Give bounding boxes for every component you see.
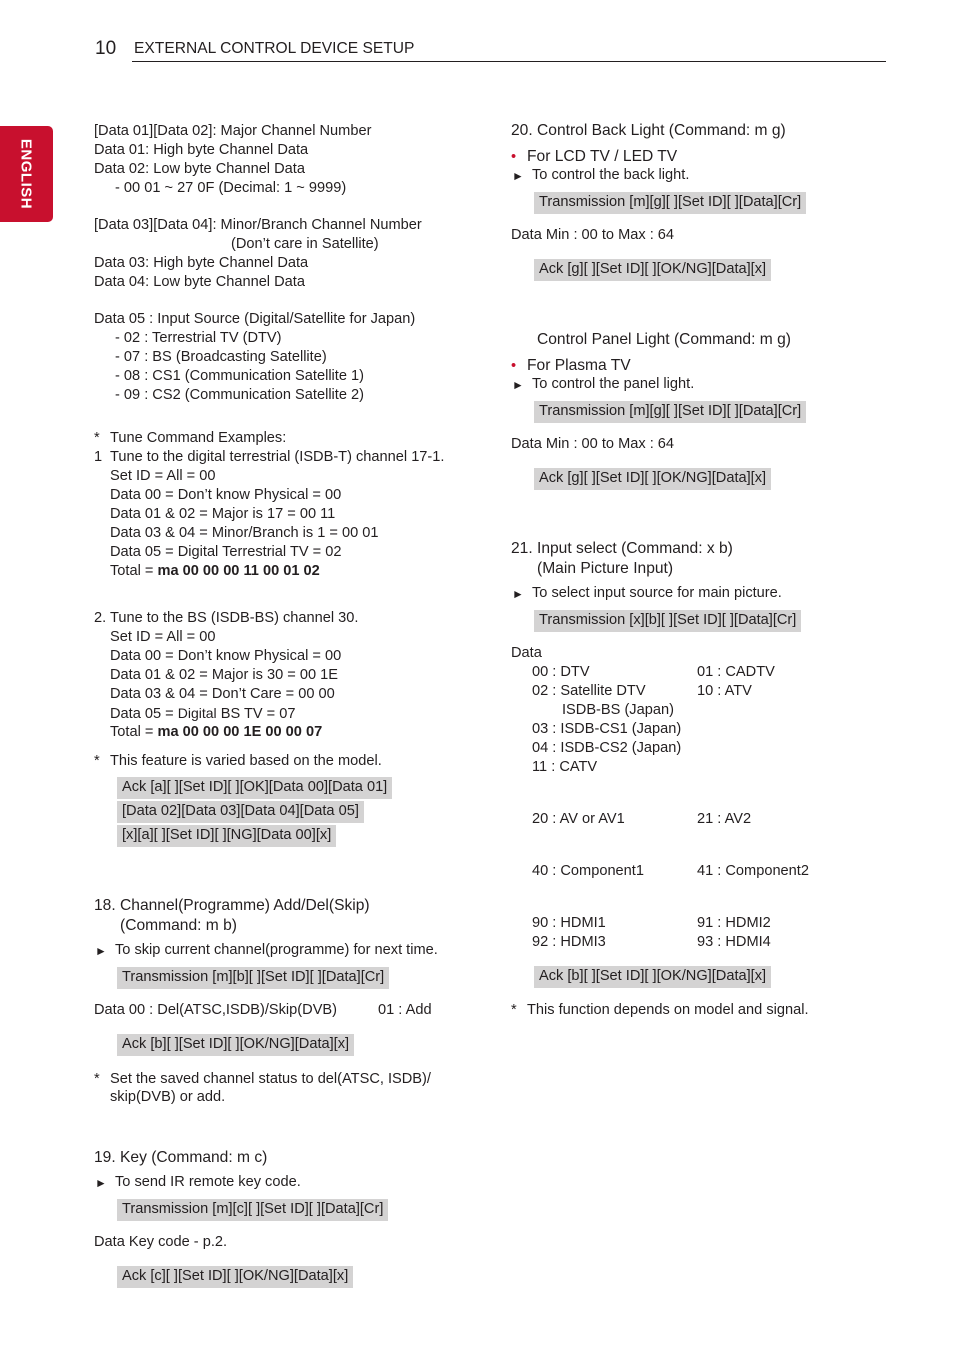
text-line: This function depends on model and signal.: [527, 1002, 809, 1018]
text-part: Data 05 =: [110, 706, 178, 722]
input-code: 20 : AV or AV1: [532, 811, 625, 827]
text-line: Data 01 & 02 = Major is 17 = 00 11: [110, 506, 336, 522]
input-code: 02 : Satellite DTV: [532, 683, 646, 699]
total-label: Total =: [110, 563, 158, 579]
text-line: - 00 01 ~ 27 0F (Decimal: 1 ~ 9999): [115, 180, 347, 196]
ack-code-box: Ack [g][ ][Set ID][ ][OK/NG][Data][x]: [534, 259, 771, 281]
input-code: 40 : Component1: [532, 863, 644, 879]
ack-code-box: [x][a][ ][Set ID][ ][NG][Data 00][x]: [117, 825, 336, 847]
text-line: Data 01 & 02 = Major is 30 = 00 1E: [110, 667, 338, 683]
text-line: For LCD TV / LED TV: [527, 148, 678, 165]
bullet-icon: •: [511, 358, 517, 374]
text-line: Set ID = All = 00: [110, 629, 216, 645]
input-code: 90 : HDMI1: [532, 915, 606, 931]
text-line: skip(DVB) or add.: [110, 1089, 226, 1105]
text-line: [Data 03][Data 04]: Minor/Branch Channel Number: [94, 217, 422, 233]
text-line: Data 00 = Don’t know Physical = 00: [110, 487, 342, 503]
input-code: 00 : DTV: [532, 664, 590, 680]
input-code: 21 : AV2: [697, 811, 752, 827]
text-line: Data Min : 00 to Max : 64: [511, 227, 675, 243]
text-line: [Data 01][Data 02]: Major Channel Number: [94, 123, 372, 139]
section-title: EXTERNAL CONTROL DEVICE SETUP: [134, 40, 415, 57]
transmission-code-box: Transmission [x][b][ ][Set ID][ ][Data][Cr]: [534, 610, 801, 632]
transmission-code-box: Transmission [m][g][ ][Set ID][ ][Data][Cr]: [534, 401, 806, 423]
arrow-icon: ►: [512, 169, 524, 183]
transmission-code-box: Transmission [m][g][ ][Set ID][ ][Data][Cr]: [534, 192, 806, 214]
text-line: To skip current channel(programme) for next time.: [115, 942, 438, 958]
arrow-icon: ►: [512, 378, 524, 392]
input-code: 11 : CATV: [532, 759, 598, 775]
bullet-icon: •: [511, 149, 517, 165]
ack-code-box: Ack [b][ ][Set ID][ ][OK/NG][Data][x]: [117, 1034, 354, 1056]
text-line: To control the panel light.: [532, 376, 695, 392]
language-tab-label: ENGLISH: [17, 138, 35, 210]
text-line: Data 01: High byte Channel Data: [94, 142, 309, 158]
text-line: Data 00 = Don’t know Physical = 00: [110, 648, 342, 664]
section-heading: (Command: m b): [120, 917, 237, 934]
arrow-icon: ►: [95, 1176, 107, 1190]
text-line: Data 05 : Input Source (Digital/Satellite for Japan): [94, 311, 416, 327]
text-line: To control the back light.: [532, 167, 690, 183]
section-heading: Control Panel Light (Command: m g): [537, 331, 791, 348]
text-line: 2. Tune to the BS (ISDB-BS) channel 30.: [94, 610, 359, 626]
text-line: Data: [511, 645, 542, 661]
input-code: 04 : ISDB-CS2 (Japan): [532, 740, 682, 756]
section-heading: 18. Channel(Programme) Add/Del(Skip): [94, 897, 370, 914]
transmission-code-box: Transmission [m][c][ ][Set ID][ ][Data][Cr]: [117, 1199, 388, 1221]
note-mark: *: [94, 430, 100, 446]
total-label: Total =: [110, 724, 158, 740]
ack-code-box: Ack [c][ ][Set ID][ ][OK/NG][Data][x]: [117, 1266, 353, 1288]
text-line: For Plasma TV: [527, 357, 631, 374]
arrow-icon: ►: [512, 587, 524, 601]
text-line: This feature is varied based on the model.: [110, 753, 382, 769]
total-line: [110, 562, 320, 581]
input-code: 41 : Component2: [697, 863, 809, 879]
section-heading: (Main Picture Input): [537, 560, 674, 577]
text-line: Data Min : 00 to Max : 64: [511, 436, 675, 452]
text-line: - 09 : CS2 (Communication Satellite 2): [115, 387, 365, 403]
text-line: - 02 : Terrestrial TV (DTV): [115, 330, 282, 346]
section-heading: 21. Input select (Command: x b): [511, 540, 733, 557]
ack-code-box: Ack [b][ ][Set ID][ ][OK/NG][Data][x]: [534, 966, 771, 988]
ack-code-box: Ack [a][ ][Set ID][ ][OK][Data 00][Data 01]: [117, 777, 392, 799]
language-tab: [0, 126, 53, 222]
text-line: [110, 704, 295, 724]
total-line: [110, 723, 322, 742]
text-line: Data 00 : Del(ATSC,ISDB)/Skip(DVB): [94, 1002, 338, 1018]
text-line: To select input source for main picture.: [532, 585, 782, 601]
text-line: 01 : Add: [378, 1002, 432, 1018]
text-line: Data 02: Low byte Channel Data: [94, 161, 305, 177]
text-part: Digital: [177, 705, 217, 721]
ack-code-box: Ack [g][ ][Set ID][ ][OK/NG][Data][x]: [534, 468, 771, 490]
total-value: ma 00 00 00 1E 00 00 07: [157, 724, 323, 740]
text-line: Tune to the digital terrestrial (ISDB-T) channel 17-1.: [110, 449, 445, 465]
text-line: Data Key code - p.2.: [94, 1234, 228, 1250]
section-heading: 19. Key (Command: m c): [94, 1149, 268, 1166]
input-code: 92 : HDMI3: [532, 934, 606, 950]
note-mark: *: [511, 1002, 517, 1018]
list-number: 1: [94, 449, 103, 465]
total-value: ma 00 00 00 11 00 01 02: [157, 563, 320, 579]
input-code: 91 : HDMI2: [697, 915, 771, 931]
text-line: Data 05 = Digital Terrestrial TV = 02: [110, 544, 342, 560]
text-line: (Don’t care in Satellite): [231, 236, 379, 252]
text-line: - 07 : BS (Broadcasting Satellite): [115, 349, 327, 365]
text-line: Tune Command Examples:: [110, 430, 287, 446]
note-mark: *: [94, 1071, 100, 1087]
note-mark: *: [94, 753, 100, 769]
arrow-icon: ►: [95, 944, 107, 958]
text-line: Data 03: High byte Channel Data: [94, 255, 309, 271]
header-divider: [132, 61, 886, 62]
text-line: Data 03 & 04 = Minor/Branch is 1 = 00 01: [110, 525, 379, 541]
input-code: 10 : ATV: [697, 683, 752, 699]
section-heading: 20. Control Back Light (Command: m g): [511, 122, 786, 139]
text-line: Data 03 & 04 = Don’t Care = 00 00: [110, 686, 335, 702]
text-part: BS TV = 07: [216, 706, 296, 722]
ack-code-box: [Data 02][Data 03][Data 04][Data 05]: [117, 801, 364, 823]
text-line: Set the saved channel status to del(ATSC, ISDB)/: [110, 1071, 431, 1087]
text-line: Data 04: Low byte Channel Data: [94, 274, 305, 290]
transmission-code-box: Transmission [m][b][ ][Set ID][ ][Data][Cr]: [117, 967, 389, 989]
page-number: 10: [95, 38, 117, 59]
text-line: - 08 : CS1 (Communication Satellite 1): [115, 368, 365, 384]
input-code: 03 : ISDB-CS1 (Japan): [532, 721, 682, 737]
input-code: ISDB-BS (Japan): [562, 702, 674, 718]
input-code: 01 : CADTV: [697, 664, 775, 680]
input-code: 93 : HDMI4: [697, 934, 771, 950]
text-line: Set ID = All = 00: [110, 468, 216, 484]
text-line: To send IR remote key code.: [115, 1174, 301, 1190]
